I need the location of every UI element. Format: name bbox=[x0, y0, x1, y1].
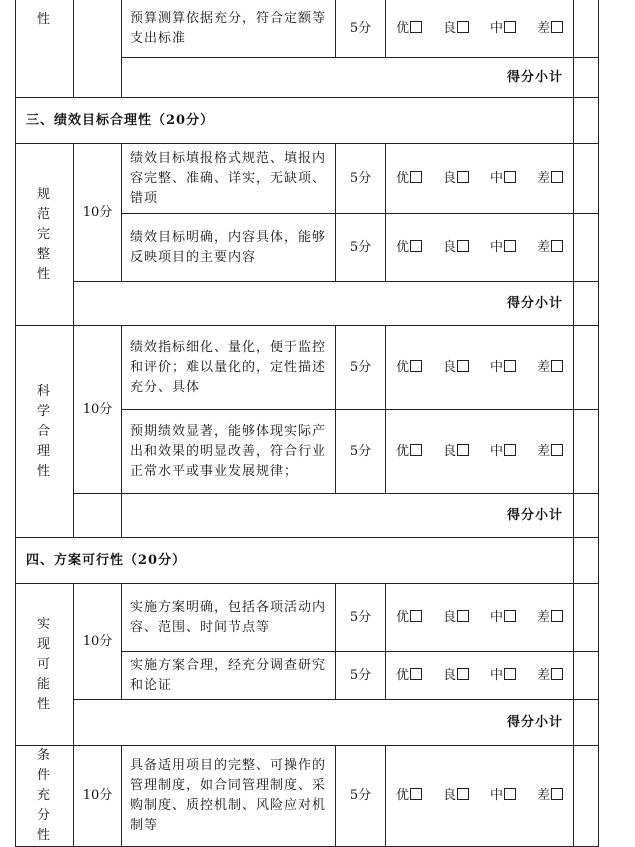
score-cell bbox=[74, 0, 122, 98]
checkbox[interactable] bbox=[457, 21, 469, 33]
rating-options: 优 良 中 差 bbox=[386, 584, 574, 652]
category-cell: 规范完整性 bbox=[16, 144, 74, 326]
score-cell bbox=[74, 494, 122, 538]
subtotal-value-cell[interactable] bbox=[574, 58, 599, 98]
checkbox[interactable] bbox=[410, 171, 422, 183]
subtotal-value-cell[interactable] bbox=[574, 700, 599, 746]
score-entry-cell[interactable] bbox=[574, 326, 599, 410]
rating-options: 优 良 中 差 bbox=[386, 326, 574, 410]
score-cell: 10分 bbox=[74, 584, 122, 700]
table-row bbox=[16, 0, 599, 58]
points-cell: 5分 bbox=[336, 214, 386, 282]
checkbox[interactable] bbox=[504, 21, 516, 33]
checkbox[interactable] bbox=[410, 21, 422, 33]
checkbox[interactable] bbox=[410, 360, 422, 372]
checkbox[interactable] bbox=[410, 240, 422, 252]
points-cell: 5分 bbox=[336, 584, 386, 652]
section-score-cell[interactable] bbox=[574, 98, 599, 144]
points-cell: 5分 bbox=[336, 746, 386, 847]
checkbox[interactable] bbox=[504, 444, 516, 456]
score-entry-cell[interactable] bbox=[574, 410, 599, 494]
criterion-cell: 具备适用项目的完整、可操作的管理制度，如合同管理制度、采购制度、质控机制、风险应对机制等 bbox=[122, 746, 336, 847]
checkbox[interactable] bbox=[457, 444, 469, 456]
table-row bbox=[16, 700, 599, 746]
checkbox[interactable] bbox=[410, 444, 422, 456]
checkbox[interactable] bbox=[457, 240, 469, 252]
checkbox[interactable] bbox=[457, 788, 469, 800]
score-cell: 10分 bbox=[74, 746, 122, 847]
section-header-row bbox=[16, 98, 599, 144]
checkbox[interactable] bbox=[551, 610, 563, 622]
checkbox[interactable] bbox=[457, 610, 469, 622]
score-cell: 10分 bbox=[74, 326, 122, 494]
points-cell: 5分 bbox=[336, 326, 386, 410]
points-cell: 5分 bbox=[336, 652, 386, 700]
criterion-cell: 预算测算依据充分，符合定额等支出标准 bbox=[122, 0, 336, 58]
criterion-cell: 绩效目标填报格式规范、填报内容完整、准确、详实，无缺项、错项 bbox=[122, 144, 336, 214]
rating-options: 优 良 中 差 bbox=[386, 652, 574, 700]
rating-options: 优 良 中 差 bbox=[386, 410, 574, 494]
checkbox[interactable] bbox=[551, 668, 563, 680]
checkbox[interactable] bbox=[551, 21, 563, 33]
score-entry-cell[interactable] bbox=[574, 584, 599, 652]
checkbox[interactable] bbox=[504, 171, 516, 183]
subtotal-label: 得分小计 bbox=[74, 700, 574, 746]
table-row bbox=[16, 584, 599, 652]
category-cell: 条件充分性 bbox=[16, 746, 74, 847]
points-cell: 5分 bbox=[336, 0, 386, 58]
checkbox[interactable] bbox=[457, 668, 469, 680]
criterion-cell: 绩效目标明确，内容具体，能够反映项目的主要内容 bbox=[122, 214, 336, 282]
evaluation-table bbox=[15, 0, 599, 847]
criterion-cell: 实施方案合理，经充分调查研究和论证 bbox=[122, 652, 336, 700]
rating-options: 优 良 中 差 bbox=[386, 214, 574, 282]
table-row bbox=[16, 326, 599, 410]
section-header-row bbox=[16, 538, 599, 584]
checkbox[interactable] bbox=[457, 171, 469, 183]
table-row bbox=[16, 282, 599, 326]
checkbox[interactable] bbox=[410, 668, 422, 680]
category-cell: 性 bbox=[16, 0, 74, 98]
checkbox[interactable] bbox=[457, 360, 469, 372]
score-cell: 10分 bbox=[74, 144, 122, 282]
checkbox[interactable] bbox=[551, 360, 563, 372]
subtotal-label: 得分小计 bbox=[122, 58, 574, 98]
checkbox[interactable] bbox=[504, 788, 516, 800]
score-entry-cell[interactable] bbox=[574, 0, 599, 58]
table-row bbox=[16, 144, 599, 214]
score-entry-cell[interactable] bbox=[574, 746, 599, 847]
score-entry-cell[interactable] bbox=[574, 652, 599, 700]
checkbox[interactable] bbox=[551, 444, 563, 456]
rating-options: 优 良 中 差 bbox=[386, 0, 574, 58]
criterion-cell: 实施方案明确，包括各项活动内容、范围、时间节点等 bbox=[122, 584, 336, 652]
criterion-cell: 绩效指标细化、量化，便于监控和评价；难以量化的，定性描述充分、具体 bbox=[122, 326, 336, 410]
checkbox[interactable] bbox=[551, 171, 563, 183]
subtotal-value-cell[interactable] bbox=[574, 282, 599, 326]
checkbox[interactable] bbox=[551, 788, 563, 800]
points-cell: 5分 bbox=[336, 410, 386, 494]
rating-options: 优 良 中 差 bbox=[386, 746, 574, 847]
section-score-cell[interactable] bbox=[574, 538, 599, 584]
subtotal-value-cell[interactable] bbox=[574, 494, 599, 538]
checkbox[interactable] bbox=[504, 668, 516, 680]
subtotal-label: 得分小计 bbox=[122, 494, 574, 538]
category-cell: 科学合理性 bbox=[16, 326, 74, 538]
score-entry-cell[interactable] bbox=[574, 214, 599, 282]
checkbox[interactable] bbox=[551, 240, 563, 252]
checkbox[interactable] bbox=[504, 240, 516, 252]
category-cell: 实现可能性 bbox=[16, 584, 74, 746]
subtotal-label: 得分小计 bbox=[74, 282, 574, 326]
points-cell: 5分 bbox=[336, 144, 386, 214]
checkbox[interactable] bbox=[410, 788, 422, 800]
table-row bbox=[16, 494, 599, 538]
checkbox[interactable] bbox=[504, 360, 516, 372]
score-entry-cell[interactable] bbox=[574, 144, 599, 214]
rating-options: 优 良 中 差 bbox=[386, 144, 574, 214]
checkbox[interactable] bbox=[410, 610, 422, 622]
section-title: 三、绩效目标合理性（20分） bbox=[16, 98, 574, 144]
section-title: 四、方案可行性（20分） bbox=[16, 538, 574, 584]
checkbox[interactable] bbox=[504, 610, 516, 622]
table-row bbox=[16, 746, 599, 847]
criterion-cell: 预期绩效显著，能够体现实际产出和效果的明显改善，符合行业正常水平或事业发展规律； bbox=[122, 410, 336, 494]
